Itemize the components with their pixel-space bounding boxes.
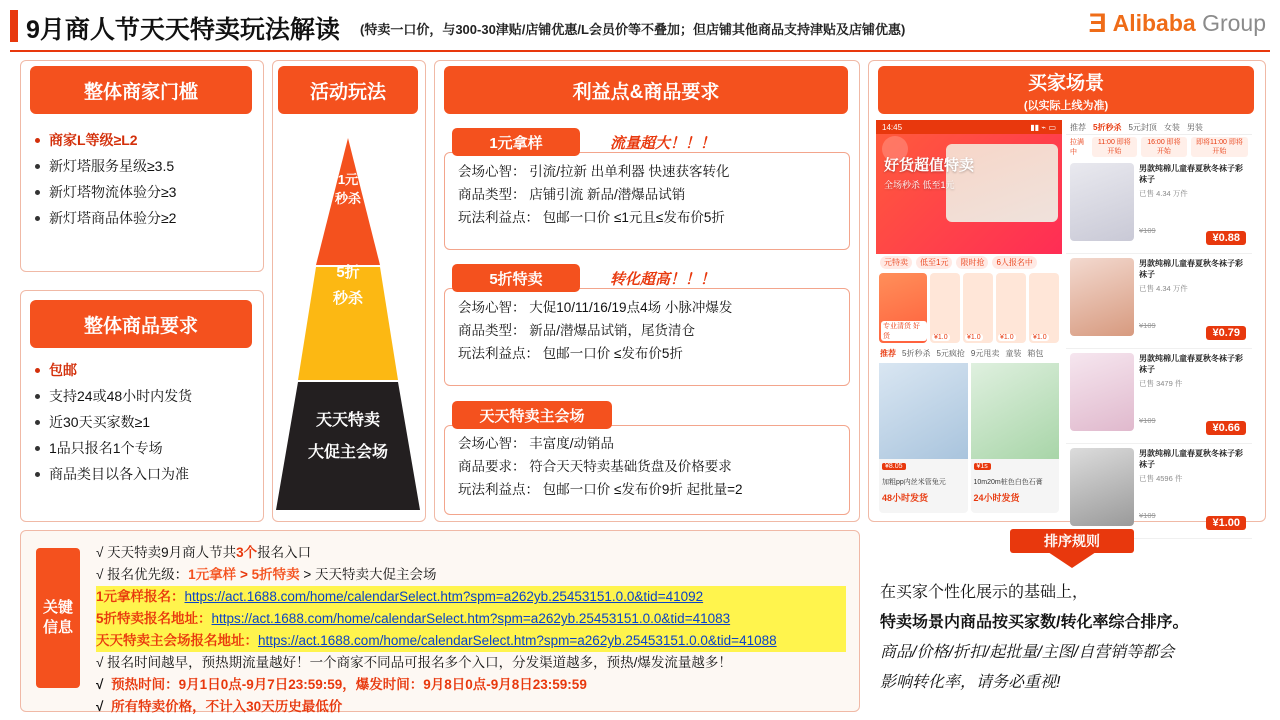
hero-banner[interactable] — [876, 134, 1062, 254]
promo-pill[interactable]: 6人报名中 — [992, 256, 1036, 269]
tab-童装[interactable]: 童装 — [1005, 348, 1022, 358]
ranking-line-2: 特卖场景内商品按买家数/转化率综合排序。 — [880, 614, 1189, 631]
list-item[interactable] — [1066, 254, 1252, 349]
promo-cell-tag: 专业清货 好货 — [881, 321, 927, 341]
product-original-price: ¥109 — [1139, 321, 1156, 330]
promo-cell-tag: ¥1.0 — [1000, 334, 1014, 341]
promo-cell[interactable] — [996, 273, 1026, 343]
benefit-card-1-slogan: 流量超大！！！ — [610, 135, 716, 152]
key-info-line-1: √ 天天特卖9月商人节共3个报名入口 — [96, 545, 312, 560]
list-item: 包邮 — [35, 357, 249, 383]
list-tabs[interactable] — [1066, 120, 1252, 135]
key-info-lines — [96, 542, 846, 718]
pyramid-tier-1: 1元 秒杀 — [334, 172, 361, 206]
product-original-price: ¥109 — [1139, 416, 1156, 425]
product-price: ¥0.88 — [1206, 231, 1246, 245]
alibaba-logo-icon: Ǝ — [1088, 8, 1107, 38]
section-title-text: 整体商品要求 — [83, 315, 198, 337]
product-price-tag: ¥1s — [974, 463, 991, 470]
list-item: 近30天买家数≥1 — [35, 409, 249, 435]
benefit-card-2-body: 会场心智： 大促10/11/16/19点4场 小脉冲爆发 商品类型： 新品/潜爆品试销，尾货清仓 玩法利益点： 包邮一口价 ≤发布价5折 — [458, 300, 733, 361]
status-time: 14:45 — [882, 122, 903, 132]
benefit-card-1-body: 会场心智： 引流/拉新 出单利器 快速获客转化 商品类型： 店铺引流 新品/潜爆品试销 玩法利益点： 包邮一口价 ≤1元且≤发布价5折 — [458, 164, 730, 225]
benefit-card-3-tag: 天天特卖主会场 — [452, 401, 612, 429]
tab-5元封顶[interactable]: 5元封顶 — [1128, 122, 1157, 132]
key-info-url-2[interactable]: 5折特卖报名地址：https://act.1688.com/home/calendarSelect.htm?spm=a262yb.25453151.0.0&tid=41083 — [96, 608, 846, 630]
section-title-text: 买家场景 — [1027, 72, 1104, 94]
promo-grid — [876, 270, 1062, 346]
phone-mockup-right — [1066, 120, 1252, 529]
promo-cell[interactable] — [963, 273, 993, 343]
benefit-card-3-body: 会场心智： 丰富度/动销品 商品要求： 符合天天特卖基础货盘及价格要求 玩法利益点： 包邮一口价 ≤发布价9折 起批量=2 — [458, 436, 743, 497]
product-card[interactable] — [971, 363, 1060, 513]
ranking-line-4: 影响转化率，请务必重视! — [880, 674, 1061, 691]
promo-cell-tag: ¥1.0 — [934, 334, 948, 341]
product-requirements-list — [35, 357, 249, 487]
product-meta: 已售 4596 件 — [1139, 474, 1183, 483]
product-meta: 已售 3479 件 — [1139, 379, 1183, 388]
product-title: 男款纯棉儿童春夏秋冬袜子彩袜子 — [1139, 354, 1243, 374]
product-meta: 已售 4.34 万件 — [1139, 284, 1188, 293]
tab-男装[interactable]: 男装 — [1186, 122, 1203, 132]
list-item: 新灯塔物流体验分≥3 — [35, 179, 249, 205]
page-subtitle: (特卖一口价，与300-30津贴/店铺优惠/L会员价等不叠加；但店铺其他商品支持津贴及店铺优惠) — [360, 22, 906, 37]
category-tabs[interactable] — [876, 346, 1062, 360]
ranking-line-1: 在买家个性化展示的基础上， — [880, 584, 1089, 601]
tab-推荐[interactable]: 推荐 — [1070, 122, 1086, 132]
key-info-line-6: √ 报名时间越早，预热期流量越好！一个商家不同品可报名多个入口，分发渠道越多，预热/爆发流量越多！ — [96, 655, 732, 670]
status-bar — [876, 120, 1062, 134]
promo-cell[interactable] — [930, 273, 960, 343]
alibaba-logo-text: Alibaba Group — [1112, 10, 1266, 36]
key-info-url-3[interactable]: 天天特卖主会场报名地址：https://act.1688.com/home/calendarSelect.htm?spm=a262yb.25453151.0.0&tid=41088 — [96, 630, 846, 652]
section-title-text: 利益点&商品要求 — [572, 81, 720, 103]
buyer-scenario-mockups — [876, 120, 1256, 529]
list-item: 新灯塔服务星级≥3.5 — [35, 153, 249, 179]
session-slot[interactable]: 16:00 即将开始 — [1141, 137, 1187, 157]
header-accent-bar — [10, 10, 18, 42]
product-original-price: ¥109 — [1139, 511, 1156, 520]
product-meta: 48小时发货 — [882, 493, 929, 503]
list-item: 商品类目以各入口为准 — [35, 461, 249, 487]
list-item: 1品只报名1个专场 — [35, 435, 249, 461]
benefit-card-2-tag: 5折特卖 — [452, 264, 580, 292]
tab-箱包[interactable]: 箱包 — [1027, 348, 1044, 358]
key-info-line-2: √ 报名优先级：1元拿样 > 5折特卖 > 天天特卖大促主会场 — [96, 567, 437, 582]
session-label: 拉满中 — [1070, 139, 1084, 156]
tab-recommend[interactable]: 推荐 — [880, 348, 896, 358]
pyramid-diagram — [272, 130, 424, 520]
alibaba-logo — [1089, 10, 1266, 37]
product-price-tag: ¥8.05 — [882, 463, 906, 470]
session-slot[interactable]: 即将11:00 即将开始 — [1191, 137, 1248, 157]
status-badge: 排序规则 — [1010, 529, 1134, 553]
product-title: 男款纯棉儿童春夏秋冬袜子彩袜子 — [1139, 164, 1243, 184]
list-item: 商家L等级≥L2 — [35, 127, 249, 153]
down-arrow-icon — [1048, 552, 1096, 568]
phone-mockup-left — [876, 120, 1062, 514]
promo-cell-tag: ¥1.0 — [967, 334, 981, 341]
list-item: 新灯塔商品体验分≥2 — [35, 205, 249, 231]
key-info-line-8: √ 所有特卖价格，不计入30天历史最低价 — [96, 699, 343, 714]
section-title-activity-mechanics — [278, 66, 418, 114]
list-item[interactable] — [1066, 349, 1252, 444]
key-info-line-7: √ 预热时间：9月1日0点-9月7日23:59:59，爆发时间：9月8日0点-9月8日23:59:59 — [96, 677, 587, 692]
product-price: ¥0.79 — [1206, 326, 1246, 340]
product-image — [879, 363, 968, 459]
tab-5元疯抢[interactable]: 5元疯抢 — [936, 348, 965, 358]
product-image — [1070, 258, 1134, 336]
key-info-url-1[interactable]: 1元拿样报名：https://act.1688.com/home/calendarSelect.htm?spm=a262yb.25453151.0.0&tid=41092 — [96, 586, 846, 608]
section-title-product-requirements — [30, 300, 252, 348]
section-subtitle-text: (以实际上线为准) — [1023, 99, 1109, 112]
promo-pill[interactable]: 元特卖 — [880, 256, 912, 269]
ranking-description — [880, 578, 1270, 698]
banner-title: 好货超值特卖 全场秒杀 低至1元 — [884, 157, 975, 190]
promo-cell[interactable] — [1029, 273, 1059, 343]
list-item[interactable] — [1066, 444, 1252, 539]
page-title: 9月商人节天天特卖玩法解读 — [26, 16, 340, 44]
tab-5折秒杀[interactable]: 5折秒杀 — [1093, 122, 1122, 132]
tab-女装[interactable]: 女装 — [1163, 122, 1180, 132]
list-item[interactable] — [1066, 159, 1252, 254]
section-title-benefits — [444, 66, 848, 114]
product-grid — [876, 360, 1062, 516]
promo-pill[interactable]: 限时抢 — [956, 256, 988, 269]
promo-bar[interactable] — [876, 254, 1062, 270]
product-image — [971, 363, 1060, 459]
tab-9元甩卖[interactable]: 9元甩卖 — [970, 348, 1000, 358]
product-meta: 已售 4.34 万件 — [1139, 189, 1188, 198]
product-title: 加粗pp内丝米管兔元 — [882, 479, 946, 486]
promo-cell-tag: ¥1.0 — [1033, 334, 1047, 341]
product-image — [1070, 448, 1134, 526]
section-title-buyer-scenarios — [878, 66, 1254, 114]
product-title: 男款纯棉儿童春夏秋冬袜子彩袜子 — [1139, 259, 1243, 279]
promo-pill[interactable]: 低至1元 — [916, 256, 952, 269]
tab-5折秒杀[interactable]: 5折秒杀 — [902, 348, 931, 358]
product-price: ¥0.66 — [1206, 421, 1246, 435]
signal-icon: ▮▮ ⌁ ▭ — [1030, 122, 1056, 132]
merchant-threshold-list — [35, 127, 249, 231]
product-meta: 24小时发货 — [973, 493, 1020, 503]
pyramid-tier-2: 5折 秒杀 — [332, 264, 363, 307]
product-title: 10m20m桩色白色石膏 — [973, 479, 1043, 486]
benefit-card-2-slogan: 转化超高！！！ — [610, 271, 716, 288]
session-slot[interactable]: 11:00 即将开始 — [1092, 137, 1137, 157]
section-title-text: 整体商家门槛 — [83, 81, 198, 103]
benefit-card-1-tag: 1元拿样 — [452, 128, 580, 156]
product-original-price: ¥109 — [1139, 226, 1156, 235]
session-timeline[interactable] — [1066, 135, 1252, 159]
product-image — [1070, 163, 1134, 241]
ranking-line-3: 商品/价格/折扣/起批量/主图/自营销等都会 — [880, 644, 1175, 661]
section-title-merchant-threshold — [30, 66, 252, 114]
product-price: ¥1.00 — [1206, 516, 1246, 530]
list-item: 支持24或48小时内发货 — [35, 383, 249, 409]
promo-cell[interactable] — [879, 273, 927, 343]
header — [0, 0, 1280, 52]
product-image — [1070, 353, 1134, 431]
key-info-tag: 关键信息 — [36, 548, 80, 688]
header-divider — [10, 50, 1270, 52]
product-title: 男款纯棉儿童春夏秋冬袜子彩袜子 — [1139, 449, 1243, 469]
pyramid-tier-3: 天天特卖 大促主会场 — [307, 412, 388, 461]
section-title-text: 活动玩法 — [309, 81, 386, 103]
product-card[interactable] — [879, 363, 968, 513]
